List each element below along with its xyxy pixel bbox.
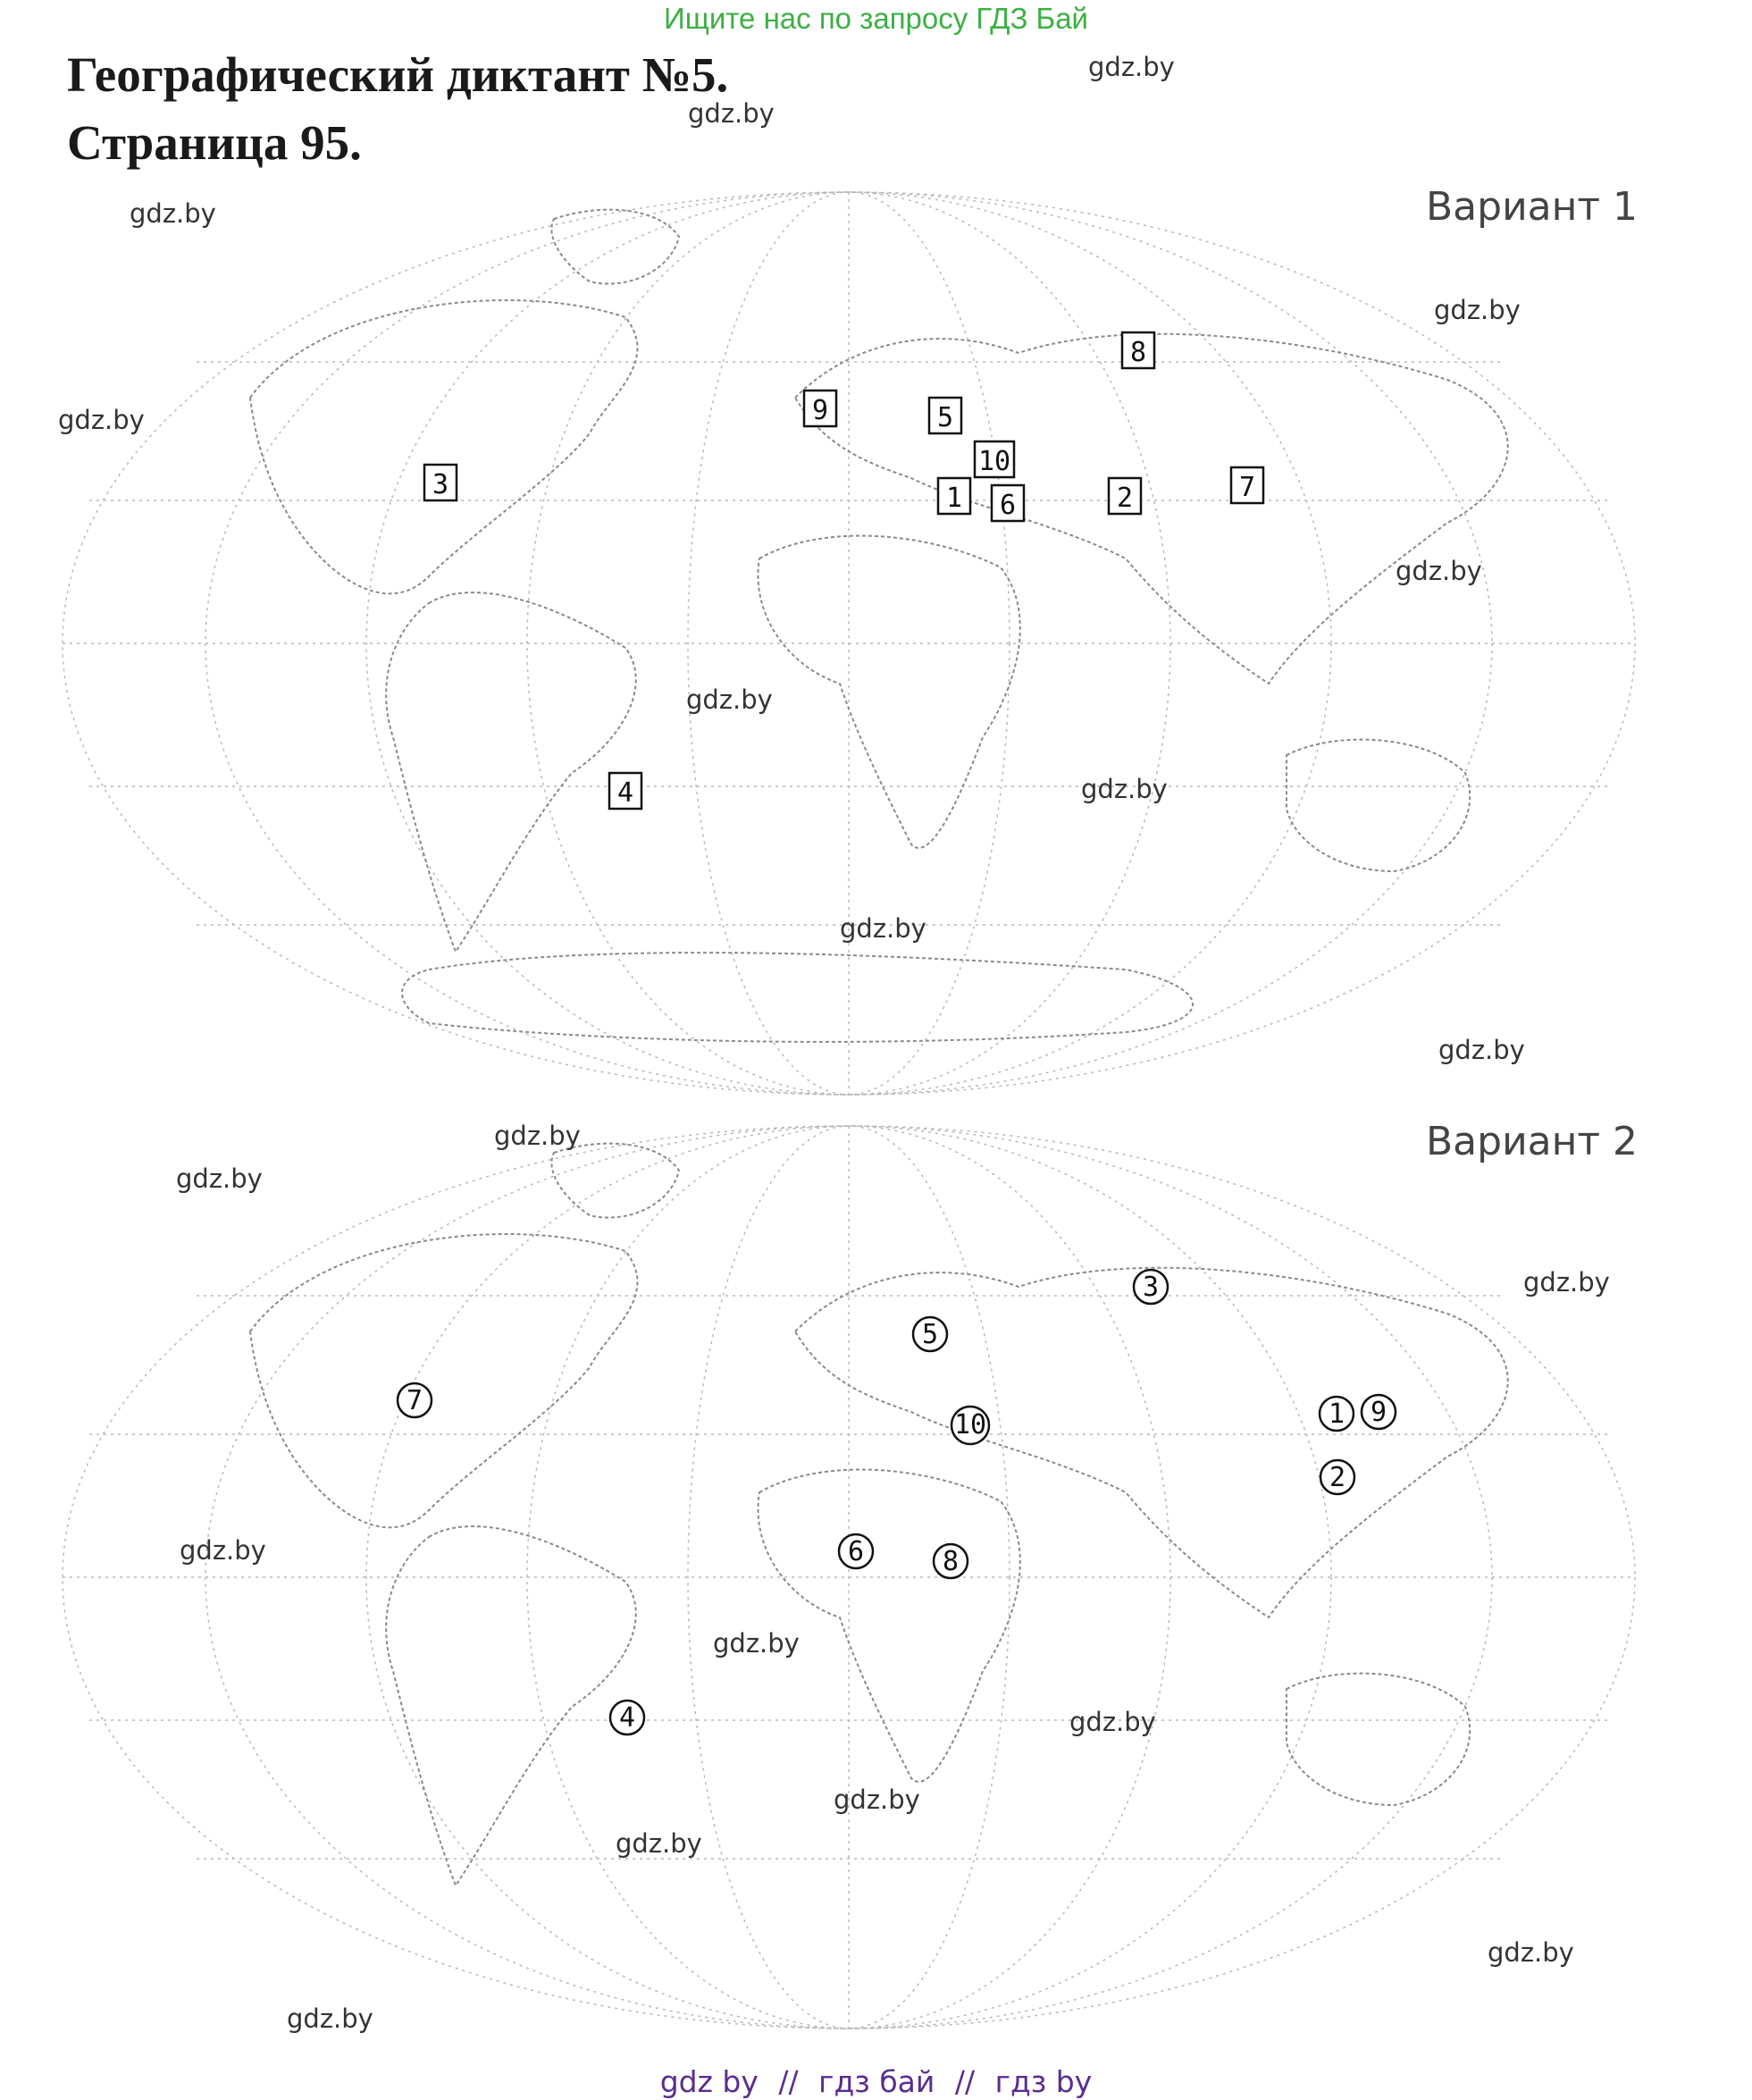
watermark: gdz.by	[688, 98, 775, 129]
marker-6[interactable]	[992, 485, 1024, 521]
marker-2[interactable]	[1109, 478, 1141, 514]
marker-3[interactable]	[424, 465, 457, 500]
footer-link-gdz-by-cyr[interactable]: гдз by	[994, 2064, 1093, 2099]
variant-1-markers	[424, 332, 1263, 809]
svg-text:5: 5	[921, 1319, 939, 1350]
graticule	[63, 192, 1635, 1095]
watermark: gdz.by	[1434, 295, 1521, 325]
marker-7[interactable]	[1231, 467, 1263, 503]
svg-text:4: 4	[616, 777, 634, 809]
svg-text:3: 3	[432, 469, 449, 500]
watermark: gdz.by	[176, 1163, 263, 1194]
footer-link-gdz-by[interactable]: gdz by	[659, 2064, 759, 2099]
footer-separator: //	[778, 2064, 799, 2099]
svg-text:10: 10	[977, 446, 1011, 477]
marker-1[interactable]	[1320, 1397, 1354, 1431]
marker-10[interactable]	[975, 441, 1014, 477]
svg-text:2: 2	[1329, 1462, 1346, 1493]
marker-4[interactable]	[609, 773, 641, 809]
svg-text:7: 7	[1238, 472, 1256, 503]
svg-text:9: 9	[1370, 1397, 1387, 1428]
world-map-variant-2	[54, 1117, 1644, 2037]
watermark: gdz.by	[1088, 52, 1175, 82]
continent-outlines	[250, 1144, 1508, 1886]
marker-3[interactable]	[1134, 1270, 1168, 1304]
watermark: gdz.by	[130, 198, 216, 229]
watermark: gdz.by	[616, 1828, 702, 1859]
watermark: gdz.by	[713, 1628, 800, 1659]
marker-4[interactable]	[610, 1701, 644, 1735]
variant-2-markers	[398, 1270, 1396, 1735]
svg-text:7: 7	[406, 1385, 423, 1416]
graticule	[63, 1126, 1635, 2029]
marker-1[interactable]	[938, 478, 970, 514]
watermark: gdz.by	[58, 405, 145, 435]
watermark: gdz.by	[686, 685, 773, 715]
marker-9[interactable]	[1362, 1395, 1396, 1429]
marker-8[interactable]	[934, 1544, 968, 1578]
marker-8[interactable]	[1122, 332, 1154, 368]
watermark: gdz.by	[1069, 1707, 1156, 1737]
world-map-variant-1	[54, 183, 1644, 1104]
variant-1-label: Вариант 1	[1426, 184, 1639, 230]
page-subtitle: Страница 95.	[67, 115, 362, 170]
search-banner[interactable]: Ищите нас по запросу ГДЗ Бай	[664, 2, 1088, 35]
svg-text:1: 1	[945, 483, 963, 514]
watermark: gdz.by	[1081, 774, 1168, 804]
svg-text:8: 8	[1129, 337, 1147, 368]
watermark: gdz.by	[834, 1785, 920, 1815]
variant-2-label: Вариант 2	[1426, 1119, 1639, 1164]
svg-text:3: 3	[1142, 1272, 1160, 1303]
svg-text:1: 1	[1328, 1399, 1345, 1430]
watermark: gdz.by	[1438, 1035, 1525, 1065]
svg-text:9: 9	[811, 395, 829, 426]
marker-5[interactable]	[929, 398, 961, 433]
svg-text:2: 2	[1116, 483, 1134, 514]
watermark: gdz.by	[180, 1535, 266, 1566]
footer-link-gdz-bai[interactable]: гдз бай	[818, 2064, 935, 2099]
svg-text:8: 8	[942, 1546, 960, 1577]
watermark: gdz.by	[840, 913, 926, 944]
marker-2[interactable]	[1320, 1460, 1354, 1494]
marker-9[interactable]	[804, 391, 836, 426]
marker-6[interactable]	[839, 1534, 873, 1568]
page-title: Географический диктант №5.	[67, 47, 729, 102]
marker-7[interactable]	[398, 1383, 432, 1417]
watermark: gdz.by	[1488, 1937, 1574, 1968]
watermark: gdz.by	[287, 2003, 373, 2034]
svg-text:5: 5	[936, 402, 954, 433]
footer-separator: //	[954, 2064, 976, 2099]
svg-text:4: 4	[618, 1702, 636, 1734]
marker-10[interactable]	[951, 1407, 989, 1444]
svg-text:10: 10	[953, 1409, 987, 1441]
svg-text:6: 6	[999, 490, 1017, 521]
footer-links	[0, 2064, 1752, 2099]
watermark: gdz.by	[1523, 1267, 1610, 1298]
watermark: gdz.by	[494, 1121, 581, 1151]
marker-5[interactable]	[913, 1317, 947, 1351]
watermark: gdz.by	[1396, 556, 1482, 586]
svg-text:6: 6	[847, 1536, 865, 1567]
